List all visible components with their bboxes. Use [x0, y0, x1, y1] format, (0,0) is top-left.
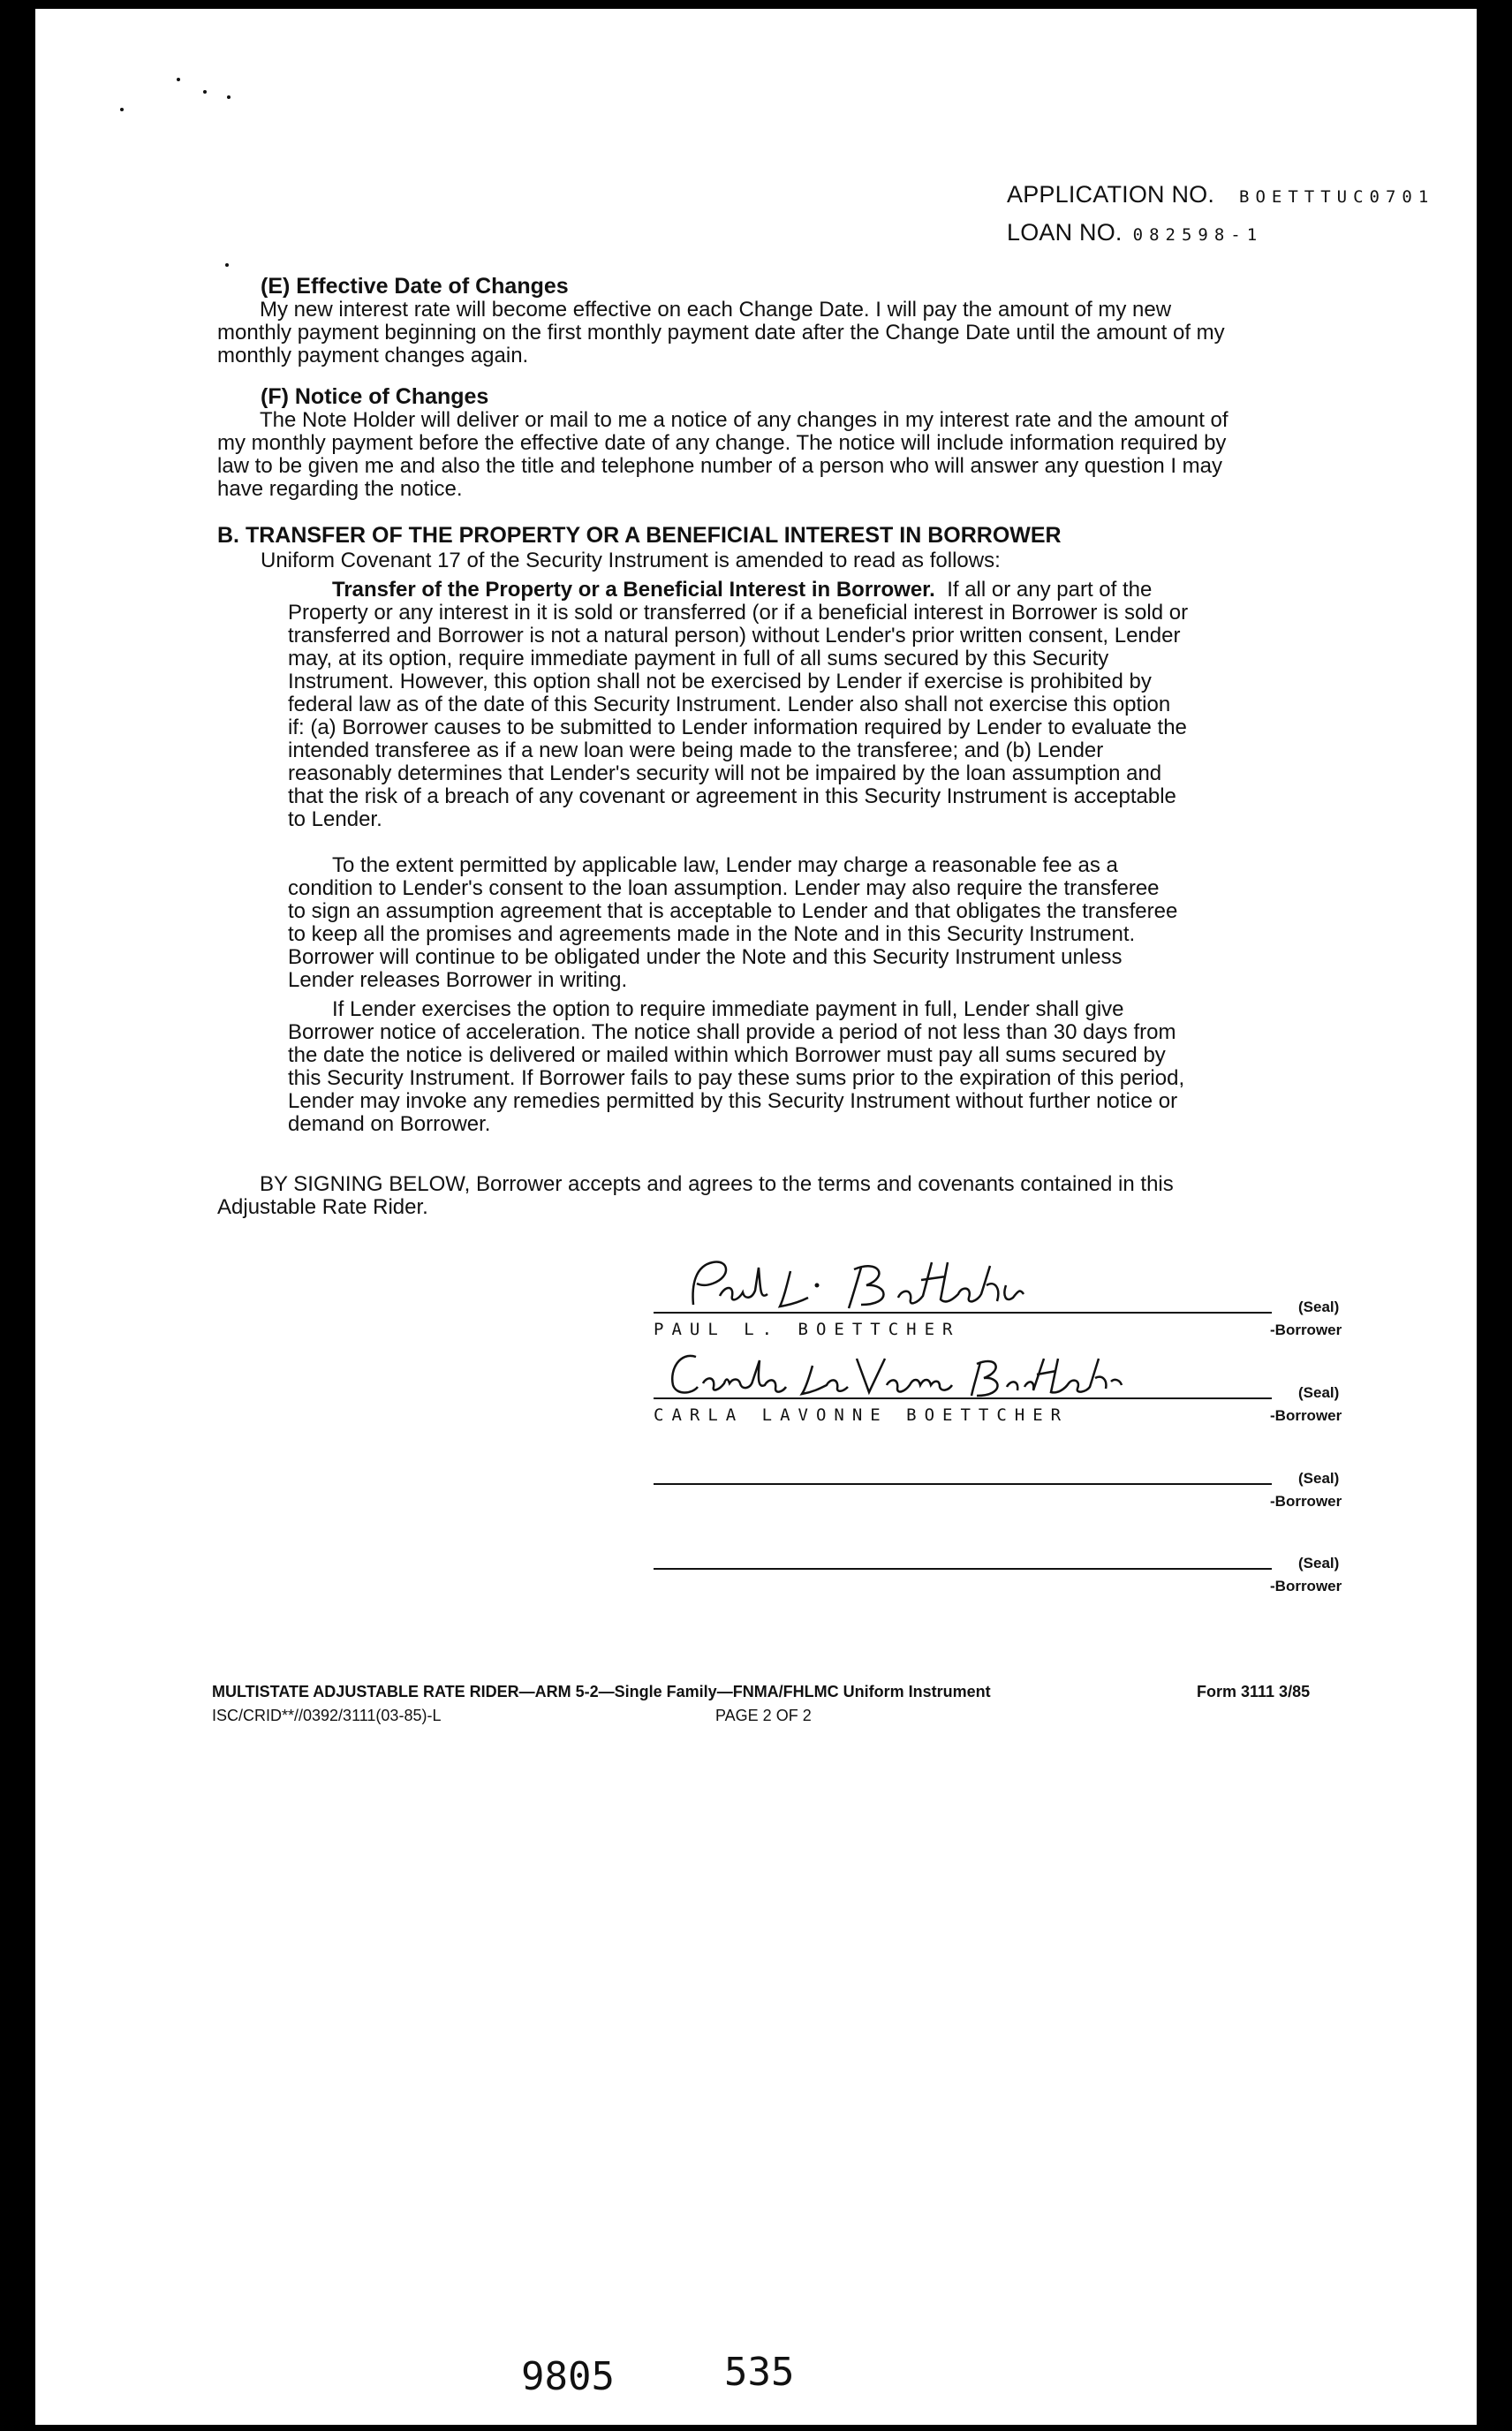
text-line: this Security Instrument. If Borrower fails to pay these sums prior to the expiration of this period,: [288, 1066, 1185, 1090]
text-line: [288, 579, 1188, 602]
text-line: BY SIGNING BELOW, Borrower accepts and agrees to the terms and covenants contained in this: [260, 1172, 1174, 1196]
text-line: may, at its option, require immediate payment in full of all sums secured by this Security: [288, 647, 1109, 670]
seal-label: (Seal): [1298, 1470, 1340, 1487]
text-line: have regarding the notice.: [217, 477, 463, 501]
text-line: Borrower notice of acceleration. The notice shall provide a period of not less than 30 days from: [288, 1020, 1176, 1044]
recording-book-number: 9805: [521, 2354, 615, 2399]
text-line: Lender may invoke any remedies permitted by this Security Instrument without further notice or: [288, 1089, 1178, 1113]
loan-number-value: 082598-1: [1132, 225, 1264, 245]
text-line: to Lender.: [288, 807, 382, 831]
scan-speck: [227, 95, 231, 99]
scan-speck: [120, 108, 124, 111]
text-line: monthly payment changes again.: [217, 344, 529, 367]
loan-number-row: [1007, 219, 1263, 246]
seal-label: (Seal): [1298, 1555, 1340, 1571]
text-line: condition to Lender's consent to the loan assumption. Lender may also require the transferee: [288, 876, 1160, 900]
section-e-heading: (E) Effective Date of Changes: [261, 274, 569, 299]
text-line: the date the notice is delivered or mailed within which Borrower must pay all sums secured by: [288, 1043, 1166, 1067]
borrower-label: -Borrower: [1270, 1407, 1342, 1424]
application-number-row: [1007, 181, 1434, 208]
form-code: ISC/CRID**//0392/3111(03-85)-L: [212, 1707, 442, 1724]
borrower-label: -Borrower: [1270, 1493, 1342, 1510]
typed-name-paul: PAUL L. BOETTCHER: [654, 1320, 961, 1339]
text-line: law to be given me and also the title and telephone number of a person who will answer any question I may: [217, 454, 1223, 478]
signature-line: [654, 1483, 1272, 1485]
text-line: federal law as of the date of this Security Instrument. Lender also shall not exercise this option: [288, 693, 1171, 716]
text-line: reasonably determines that Lender's security will not be impaired by the loan assumption and: [288, 761, 1162, 785]
text-line: Instrument. However, this option shall not be exercised by Lender if exercise is prohibited by: [288, 670, 1152, 693]
signature-carla: [654, 1343, 1130, 1405]
borrower-label: -Borrower: [1270, 1322, 1342, 1338]
scan-speck: [203, 90, 207, 94]
section-e-body: [217, 299, 1225, 367]
borrower-label: -Borrower: [1270, 1578, 1342, 1594]
transfer-paragraph-1: [288, 579, 1188, 831]
section-f-body: [217, 409, 1228, 501]
section-f-heading: (F) Notice of Changes: [261, 384, 489, 409]
scan-speck: [225, 263, 229, 267]
text-fragment: If all or any part of the: [947, 578, 1153, 602]
text-line: The Note Holder will deliver or mail to me a notice of any changes in my interest rate and the amount of: [260, 408, 1228, 432]
text-line: If Lender exercises the option to require immediate payment in full, Lender shall give: [332, 997, 1124, 1021]
recording-page-number: 535: [724, 2350, 795, 2395]
text-line: Borrower will continue to be obligated under the Note and this Security Instrument unless: [288, 945, 1123, 969]
scan-speck: [177, 78, 180, 81]
transfer-paragraph-3: [288, 998, 1184, 1136]
text-line: monthly payment beginning on the first monthly payment date after the Change Date until the amount of my: [217, 321, 1225, 345]
signing-statement: [217, 1173, 1174, 1219]
signature-line: [654, 1312, 1272, 1314]
text-line: to keep all the promises and agreements made in the Note and in this Security Instrument.: [288, 922, 1136, 946]
text-line: to sign an assumption agreement that is acceptable to Lender and that obligates the transferee: [288, 899, 1178, 923]
form-number: Form 3111 3/85: [1197, 1683, 1311, 1700]
typed-name-carla: CARLA LAVONNE BOETTCHER: [654, 1405, 1070, 1425]
seal-label: (Seal): [1298, 1299, 1340, 1315]
text-line: Lender releases Borrower in writing.: [288, 968, 628, 992]
text-line: demand on Borrower.: [288, 1112, 491, 1136]
loan-number-label: LOAN NO.: [1007, 219, 1123, 246]
application-number-value: BOETTTUC0701: [1239, 187, 1435, 207]
form-title: MULTISTATE ADJUSTABLE RATE RIDER—ARM 5-2—Single Family—FNMA/FHLMC Uniform Instrument: [212, 1683, 991, 1700]
text-line: To the extent permitted by applicable law, Lender may charge a reasonable fee as a: [332, 853, 1118, 877]
transfer-paragraph-2: [288, 854, 1177, 992]
page-number: PAGE 2 OF 2: [715, 1707, 812, 1724]
text-line: if: (a) Borrower causes to be submitted to Lender information required by Lender to evaluate the: [288, 716, 1187, 739]
text-line: My new interest rate will become effective on each Change Date. I will pay the amount of my new: [260, 298, 1172, 322]
text-line: that the risk of a breach of any covenant or agreement in this Security Instrument is acceptable: [288, 784, 1176, 808]
document-page: [35, 9, 1477, 2425]
signature-line: [654, 1568, 1272, 1570]
signature-paul: [667, 1250, 1091, 1321]
section-b-heading: B. TRANSFER OF THE PROPERTY OR A BENEFICIAL INTEREST IN BORROWER: [217, 523, 1062, 548]
transfer-title: Transfer of the Property or a Beneficial Interest in Borrower.: [332, 578, 935, 602]
text-line: intended transferee as if a new loan were being made to the transferee; and (b) Lender: [288, 738, 1104, 762]
text-line: Property or any interest in it is sold or transferred (or if a beneficial interest in Borrower is sold or: [288, 601, 1189, 625]
signature-line: [654, 1397, 1272, 1399]
seal-label: (Seal): [1298, 1384, 1340, 1401]
section-b-intro: Uniform Covenant 17 of the Security Instrument is amended to read as follows:: [261, 549, 1001, 572]
text-line: my monthly payment before the effective date of any change. The notice will include information required by: [217, 431, 1227, 455]
text-line: transferred and Borrower is not a natural person) without Lender's prior written consent, Lender: [288, 624, 1181, 648]
text-line: Adjustable Rate Rider.: [217, 1195, 428, 1219]
application-number-label: APPLICATION NO.: [1007, 181, 1215, 208]
